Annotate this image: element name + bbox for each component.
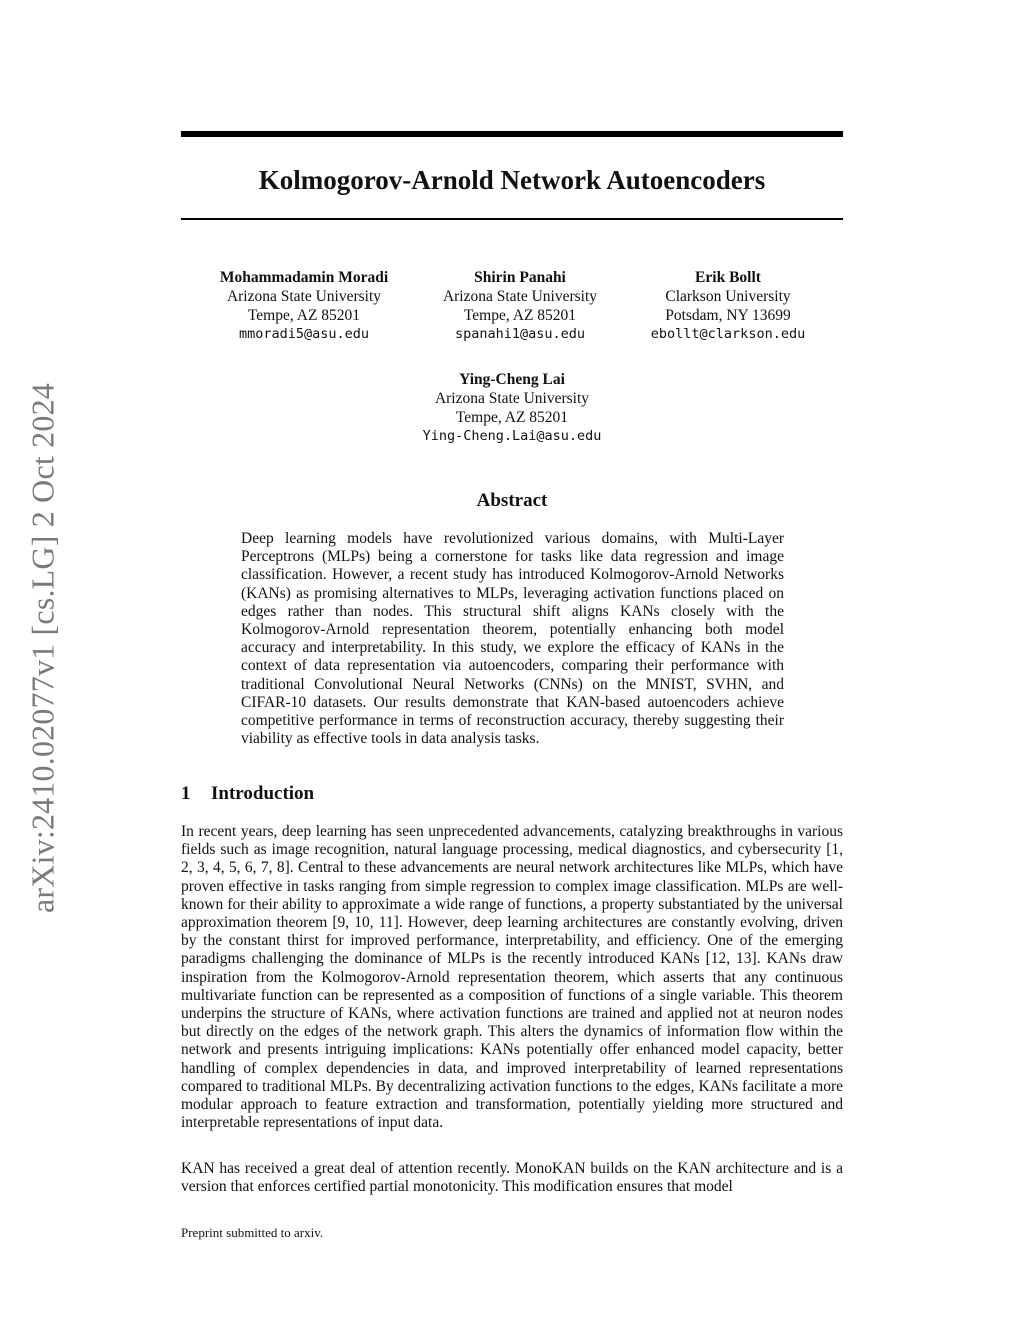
author-email[interactable]: mmoradi5@asu.edu: [238, 326, 370, 342]
author-name: Ying-Cheng Lai: [459, 371, 565, 388]
author-email[interactable]: ebollt@clarkson.edu: [650, 326, 806, 342]
author-name: Mohammadamin Moradi: [219, 269, 389, 286]
author-block: [618, 268, 838, 344]
section-number: 1: [181, 783, 191, 804]
author-name: Shirin Panahi: [474, 269, 566, 286]
author-affiliation: Arizona State University: [434, 390, 590, 407]
author-block: [194, 268, 414, 344]
body-paragraph: KAN has received a great deal of attention recently. MonoKAN builds on the KAN architecture and is a version that enforces certified partial monotonicity. This modification ensures that model: [181, 1160, 843, 1196]
abstract-text: Deep learning models have revolutionized various domains, with Multi-Layer Perceptrons (MLPs) being a cornerstone for tasks like data regression and image classification. However, a recent study has introduced Kolmogorov-Arnold Networks (KANs) as promising alternatives to MLPs, leveraging activation functions placed on edges rather than nodes. This structural shift aligns KANs closely with the Kolmogorov-Arnold representation theorem, potentially enhancing both model accuracy and interpretability. In this study, we explore the efficacy of KANs in the context of data representation via autoencoders, comparing their performance with traditional Convolutional Neural Networks (CNNs) on the MNIST, SVHN, and CIFAR-10 datasets. Our results demonstrate that KAN-based autoencoders achieve competitive performance in terms of reconstruction accuracy, thereby suggesting their viability as effective tools in data analysis tasks.: [241, 530, 784, 748]
author-email[interactable]: Ying-Cheng.Lai@asu.edu: [422, 428, 602, 444]
title-top-rule: [181, 131, 843, 137]
author-affiliation: Arizona State University: [226, 288, 382, 305]
author-block: [402, 370, 622, 446]
section-heading: [181, 782, 314, 806]
author-location: Tempe, AZ 85201: [463, 307, 577, 324]
abstract-heading: Abstract: [476, 490, 548, 511]
author-location: Potsdam, NY 13699: [665, 307, 791, 324]
author-name: Erik Bollt: [695, 269, 761, 286]
section-title: Introduction: [211, 783, 315, 804]
footer-note: Preprint submitted to arxiv.: [181, 1225, 324, 1240]
paper-title: Kolmogorov-Arnold Network Autoencoders: [258, 165, 766, 195]
author-location: Tempe, AZ 85201: [455, 409, 569, 426]
author-location: Tempe, AZ 85201: [247, 307, 361, 324]
body-paragraph: In recent years, deep learning has seen unprecedented advancements, catalyzing breakthroughs in various fields such as image recognition, natural language processing, medical diagnostics, and cybersecurity [1, 2, 3, 4, 5, 6, 7, 8]. Central to these advancements are neural network architectures like MLPs, which have proven effective in tasks ranging from simple regression to complex image classification. MLPs are well-known for their ability to approximate a wide range of functions, a property substantiated by the universal approximation theorem [9, 10, 11]. However, deep learning architectures are constantly evolving, driven by the constant thirst for improved performance, interpretability, and efficiency. One of the emerging paradigms challenging the dominance of MLPs is the recently introduced KANs [12, 13]. KANs draw inspiration from the Kolmogorov-Arnold representation theorem, which asserts that any continuous multivariate function can be represented as a composition of functions of a single variable. This theorem underpins the structure of KANs, where activation functions are trained and applied not at neuron nodes but directly on the edges of the network graph. This alters the dynamics of information flow within the network and presents intriguing implications: KANs potentially offer enhanced model capacity, better handling of complex dependencies in data, and improved interpretability of learned representations compared to traditional MLPs. By decentralizing activation functions to the edges, KANs facilitate a more modular approach to feature extraction and transformation, potentially yielding more structured and interpretable representations of input data.: [181, 823, 843, 1132]
author-affiliation: Arizona State University: [442, 288, 598, 305]
arxiv-identifier: arXiv:2410.02077v1 [cs.LG] 2 Oct 2024: [24, 383, 61, 913]
author-email[interactable]: spanahi1@asu.edu: [454, 326, 586, 342]
author-affiliation: Clarkson University: [665, 288, 791, 305]
title-bottom-rule: [181, 218, 843, 220]
author-block: [410, 268, 630, 344]
